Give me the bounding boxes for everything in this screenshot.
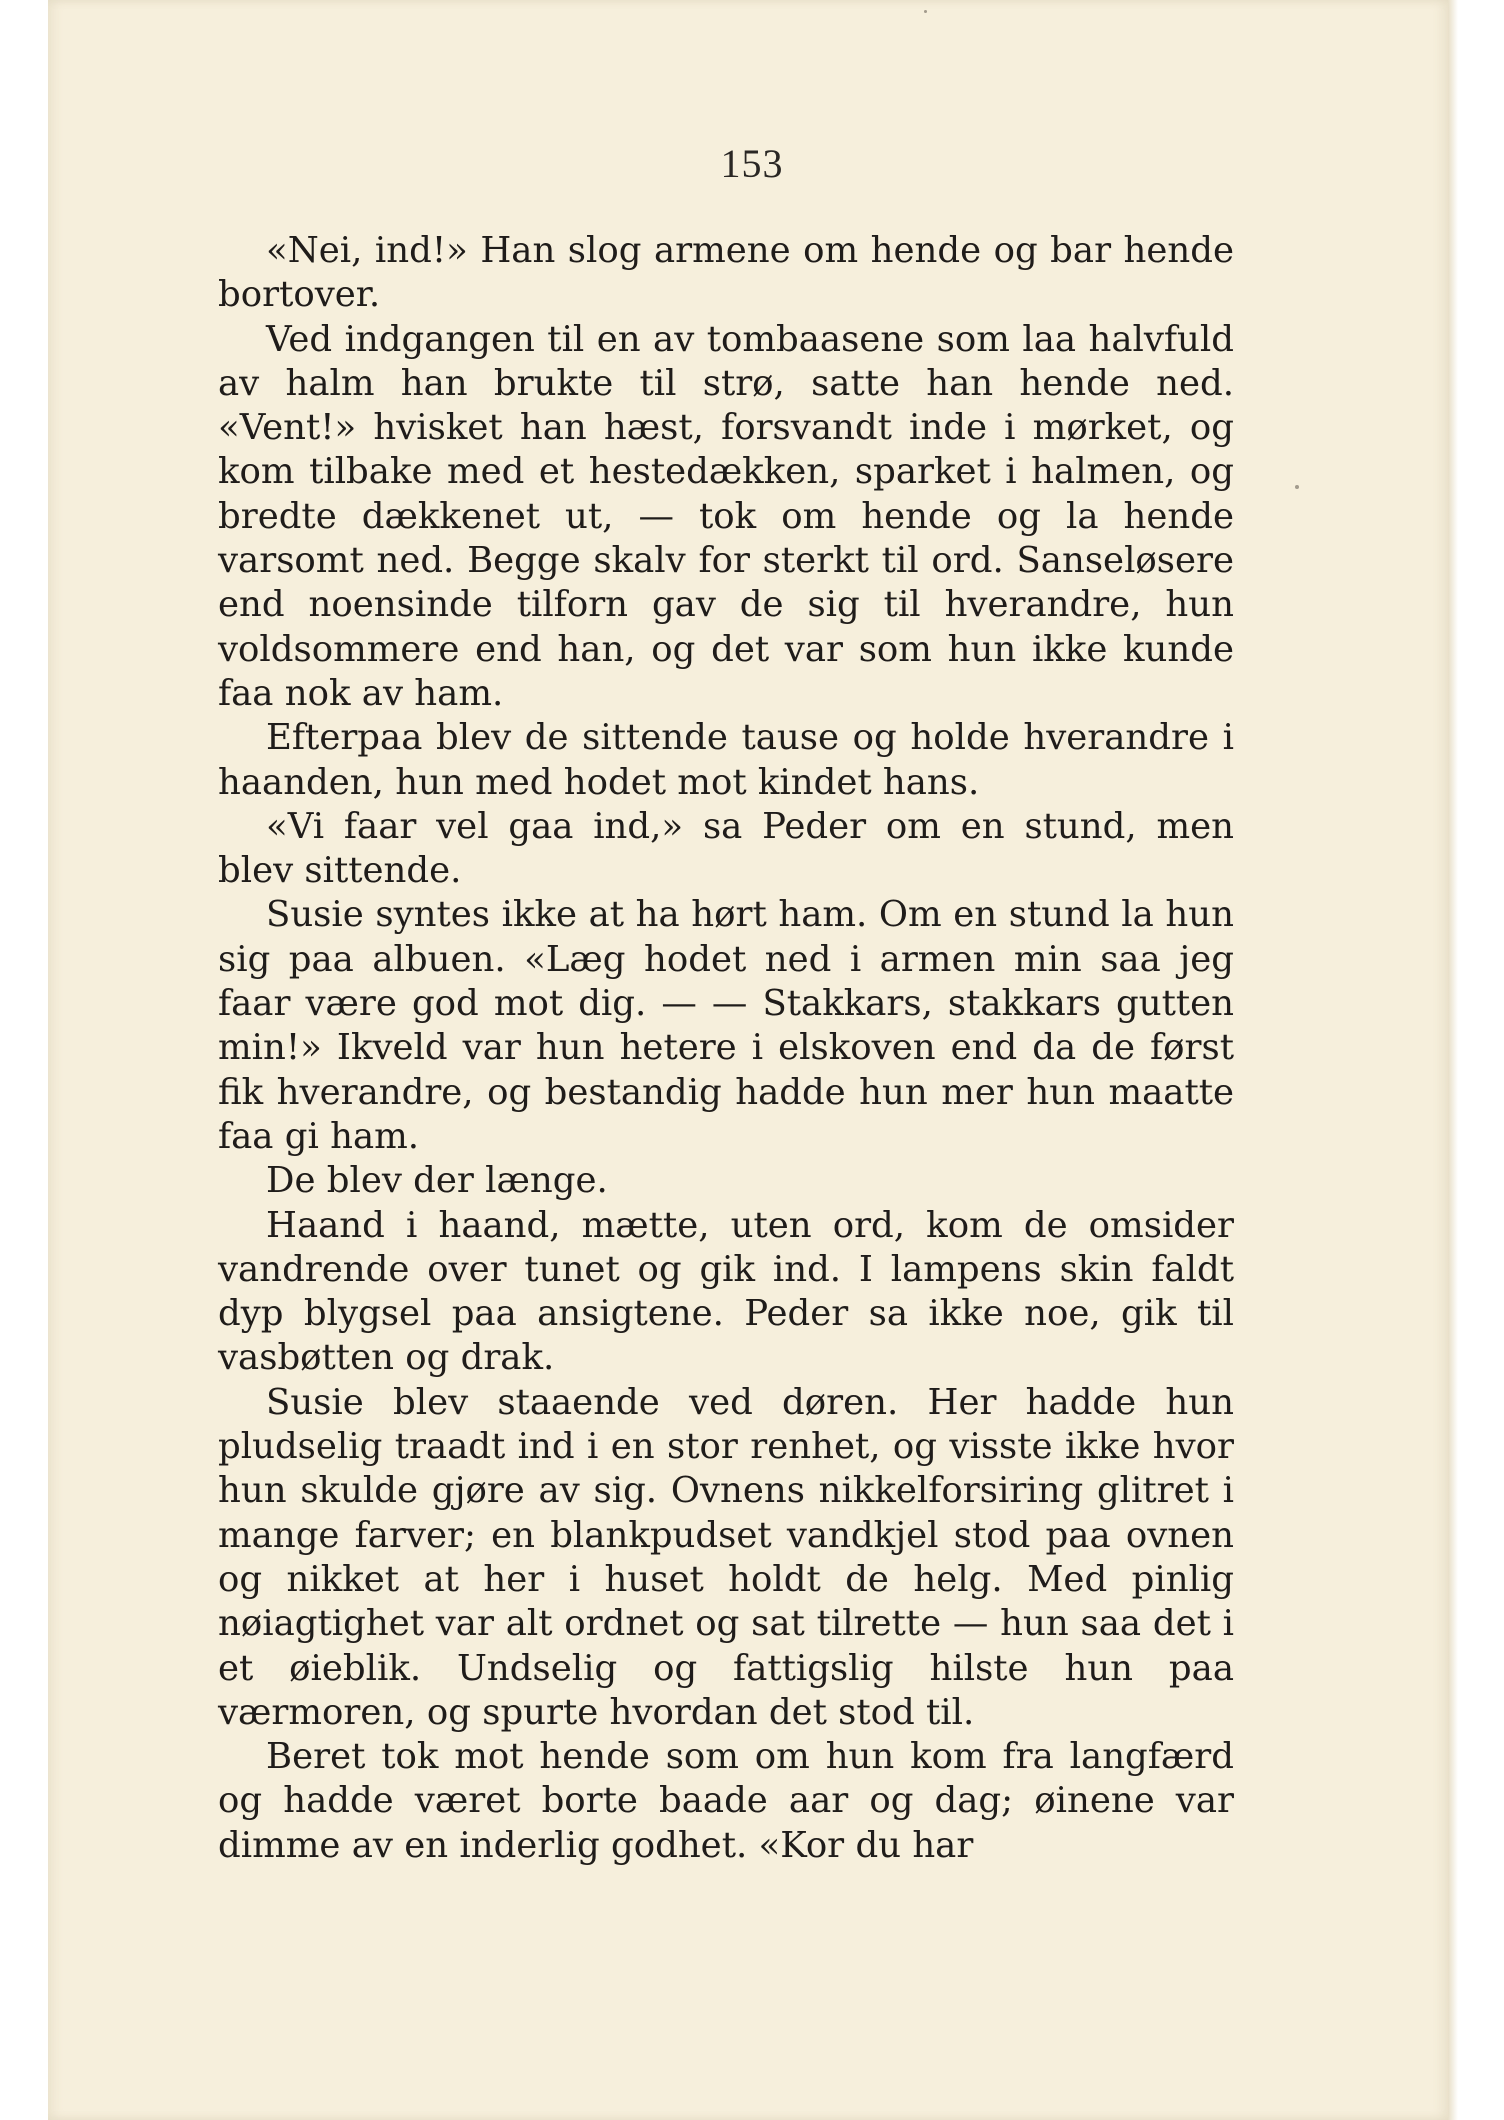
paper-speck — [924, 10, 927, 13]
paragraph: «Nei, ind!» Han slog armene om hende og bar hende bortover. — [218, 230, 1234, 316]
paper-speck — [1295, 485, 1299, 489]
paragraph: Susie syntes ikke at ha hørt ham. Om en stund la hun sig paa albuen. «Læg hodet ned i armen min saa jeg faar være god mot dig. — — Stakkars, stakkars gutten min!» Ikveld var hun hetere i elskoven end da de først fik hverandre, og bestandig hadde hun mer hun maatte faa gi ham. — [218, 894, 1234, 1157]
paragraph: Ved indgangen til en av tombaasene som laa halvfuld av halm han brukte til strø, satte han hende ned. «Vent!» hvisket han hæst, forsvandt inde i mørket, og kom tilbake med et hestedækken, sparket i halmen, og bredte dækkenet ut, — tok om hende og la hende varsomt ned. Begge skalv for sterkt til ord. Sanseløsere end noensinde tilforn gav de sig til hverandre, hun voldsommere end han, og det var som hun ikke kunde faa nok av ham. — [218, 318, 1234, 714]
paragraph: Beret tok mot hende som om hun kom fra langfærd og hadde været borte baade aar og dag; øinene var dimme av en inderlig godhet. «Kor du har — [218, 1736, 1234, 1866]
paragraph: «Vi faar vel gaa ind,» sa Peder om en stund, men blev sittende. — [218, 805, 1234, 892]
paragraph: Haand i haand, mætte, uten ord, kom de omsider vandrende over tunet og gik ind. I lampens skin faldt dyp blygsel paa ansigtene. Peder sa ikke noe, gik til vasbøtten og drak. — [218, 1204, 1234, 1379]
body-text — [218, 229, 1234, 1868]
page-edge — [1448, 0, 1458, 2120]
paragraph: Susie blev staaende ved døren. Her hadde hun pludselig traadt ind i en stor renhet, og visste ikke hvor hun skulde gjøre av sig. Ovnens nikkelforsiring glitret i mange farver; en blankpudset vandkjel stod paa ovnen og nikket at her i huset holdt de helg. Med pinlig nøiagtighet var alt ordnet og sat tilrette — hun saa det i et øieblik. Undselig og fattigslig hilste hun paa værmoren, og spurte hvordan det stod til. — [218, 1381, 1234, 1733]
paragraph: Efterpaa blev de sittende tause og holde hverandre i haanden, hun med hodet mot kindet hans. — [218, 717, 1234, 803]
page-number: 153 — [720, 141, 784, 186]
paragraph: De blev der længe. — [266, 1160, 608, 1202]
